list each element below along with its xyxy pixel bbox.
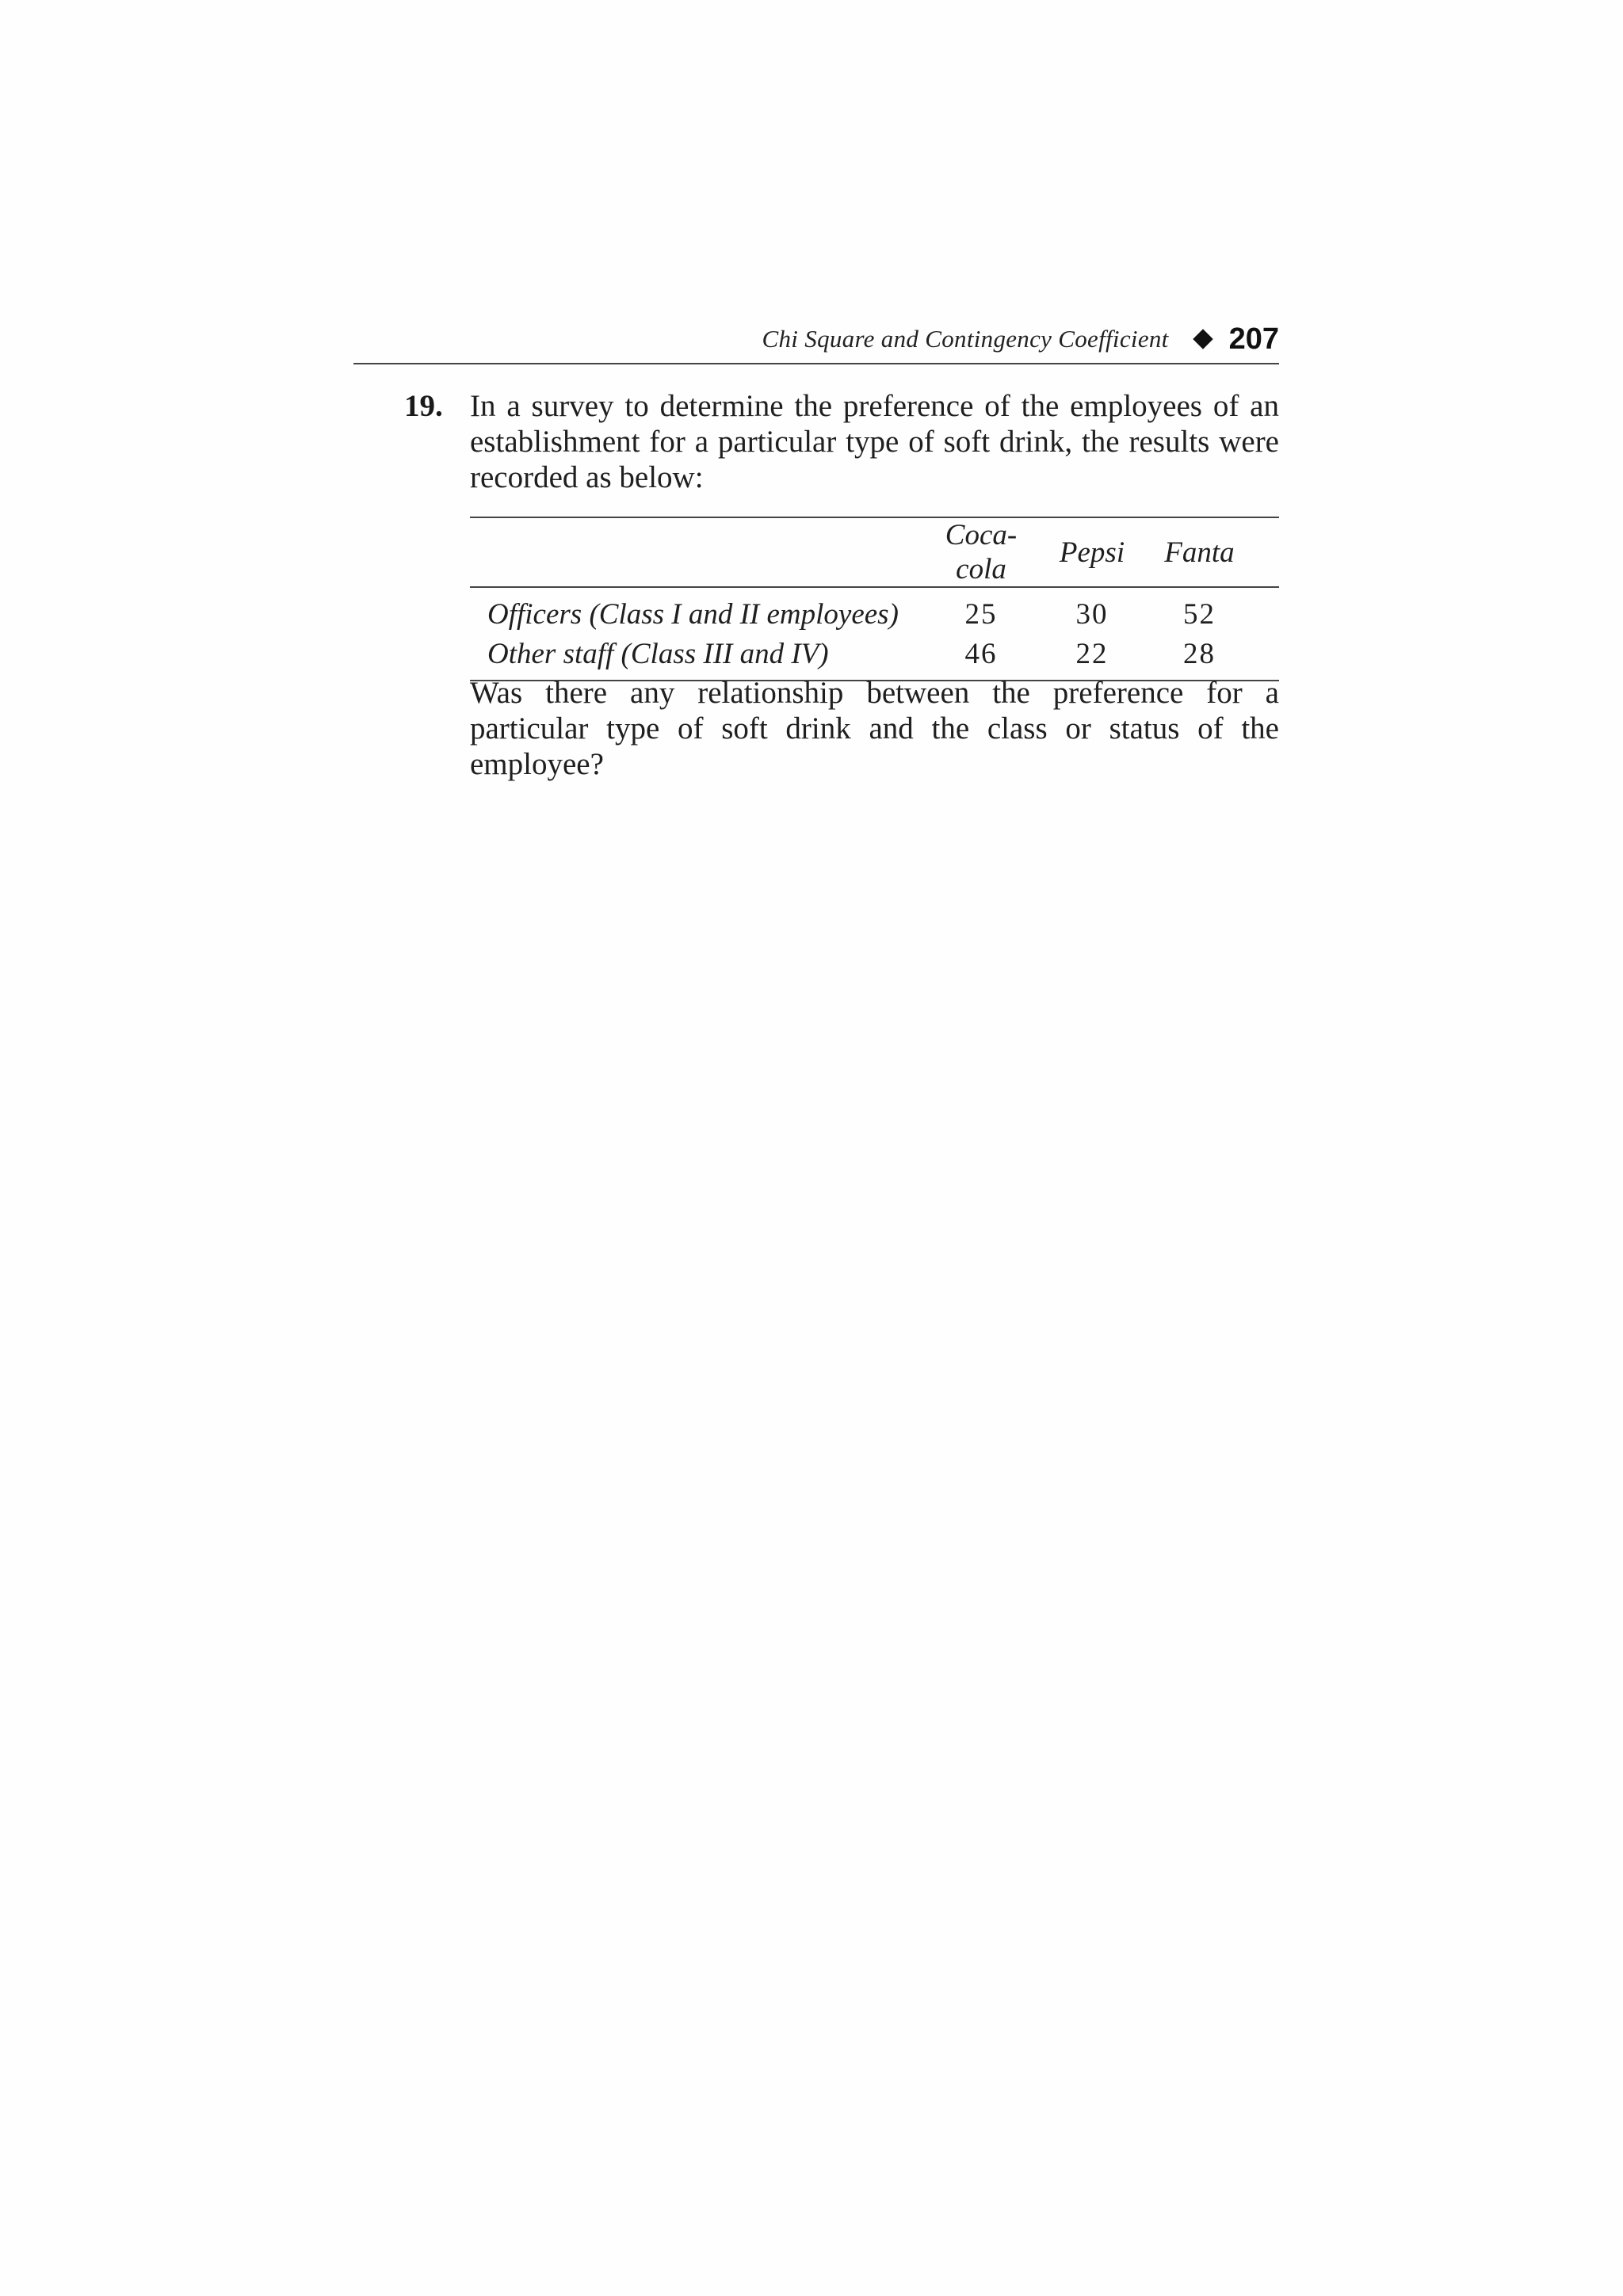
running-header bbox=[353, 320, 1279, 364]
cell-other-staff-coca-cola: 46 bbox=[964, 637, 998, 670]
column-header-fanta: Fanta bbox=[1164, 536, 1235, 569]
exercise-number: 19. bbox=[404, 389, 443, 423]
cell-other-staff-fanta: 28 bbox=[1183, 637, 1216, 670]
column-header-coca-cola: Coca-cola bbox=[945, 519, 1018, 585]
table-row bbox=[470, 587, 1279, 634]
exercise-question: Was there any relationship between the preference for a particular type of soft drink and the class or status of the employee? bbox=[470, 676, 1279, 781]
cell-officers-fanta: 52 bbox=[1183, 597, 1216, 631]
cell-other-staff-pepsi: 22 bbox=[1075, 637, 1109, 670]
cell-officers-pepsi: 30 bbox=[1075, 597, 1109, 631]
column-header-pepsi: Pepsi bbox=[1059, 536, 1125, 569]
row-label-other-staff: Other staff (Class III and IV) bbox=[487, 637, 829, 670]
table-header-row bbox=[470, 517, 1279, 587]
row-label-officers: Officers (Class I and II employees) bbox=[487, 597, 899, 631]
preference-table bbox=[470, 517, 1279, 681]
page-number: 207 bbox=[1228, 322, 1279, 356]
cell-officers-coca-cola: 25 bbox=[964, 597, 998, 631]
diamond-icon bbox=[1193, 329, 1212, 349]
chapter-title: Chi Square and Contingency Coefficient bbox=[762, 325, 1169, 353]
exercise-intro: In a survey to determine the preference of the employees of an establishment for a particular type of soft drink, the results were recorded as below: bbox=[470, 389, 1279, 494]
table-row bbox=[470, 634, 1279, 681]
column-header-blank bbox=[470, 517, 922, 587]
